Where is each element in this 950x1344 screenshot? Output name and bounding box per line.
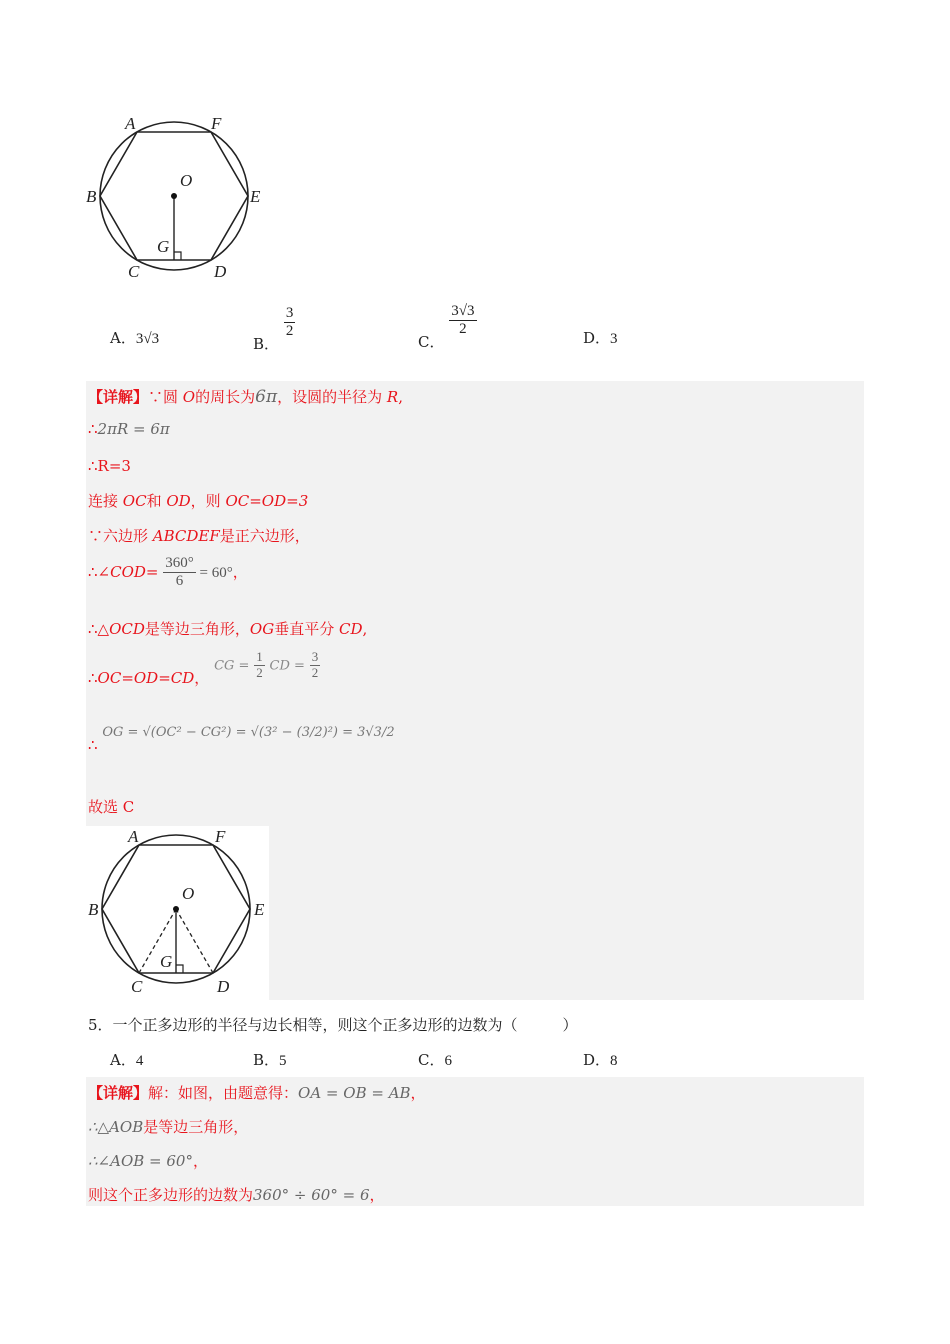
q4-choice-b[interactable]: B． $\frac{3}{2}$: [253, 305, 294, 353]
label-e: E: [250, 187, 261, 206]
q4-choice-d[interactable]: D．3: [583, 329, 618, 347]
sol4-line-6: ∴∠COD= $\frac{360^\circ}{6}$ = 60°，: [88, 555, 248, 590]
svg-text:D: D: [217, 977, 230, 996]
sol5-line-4: 则这个正多边形的边数为360° ÷ 60° = 6，: [88, 1186, 385, 1204]
q5-stem: 5．一个正多边形的半径与边长相等，则这个正多边形的边数为（ ）: [88, 1016, 578, 1034]
sol5-line-3: ∴∠AOB = 60°，: [88, 1152, 208, 1170]
svg-text:E: E: [254, 900, 265, 919]
label-f: F: [211, 114, 222, 133]
od-dashed: [176, 909, 213, 973]
sol4-line-4: 连接 OC和 OD，则 OC=OD=3: [88, 492, 309, 510]
sol4-line-1: 【详解】∵圆 O的周长为6π，设圆的半径为 R,: [88, 387, 403, 407]
sol4-line-5: ∵六边形 ABCDEF是正六边形，: [88, 527, 310, 545]
label-c: C: [128, 262, 140, 281]
q5-choice-d[interactable]: D．8: [583, 1051, 618, 1069]
q4-b-fraction: $\frac{3}{2}$: [285, 305, 294, 340]
center-point: [171, 193, 177, 199]
sol4-angle-fraction: $\frac{360^\circ}{6}$: [165, 555, 194, 590]
q4-choice-c[interactable]: C． $\frac{3√3}{2}$: [418, 303, 475, 351]
svg-text:B: B: [88, 900, 99, 919]
hexagon-solution-figure: [82, 824, 277, 1000]
q5-choice-b[interactable]: B．5: [253, 1051, 287, 1069]
sol4-line-3: ∴R=3: [88, 457, 131, 475]
svg-text:G: G: [160, 952, 173, 971]
sol4-line-9: ∴ OG = √(OC² − CG²) = √(3² − (3/2)²) = 3√3/2: [88, 725, 395, 754]
q4-c-fraction: $\frac{3√3}{2}$: [451, 303, 475, 338]
svg-text:C: C: [131, 977, 143, 996]
label-b: B: [86, 187, 97, 206]
label-a: A: [125, 114, 136, 133]
sol4-line-10: 故选 C: [88, 798, 135, 816]
q5-choice-c[interactable]: C．6: [418, 1051, 452, 1069]
sol4-line-7: ∴△OCD是等边三角形，OG垂直平分 CD,: [88, 620, 368, 638]
label-d: D: [214, 262, 227, 281]
q4-choice-a[interactable]: A．3√3: [110, 329, 160, 347]
label-o: O: [180, 171, 193, 190]
sol5-line-1: 【详解】解：如图，由题意得：OA = OB = AB，: [88, 1084, 426, 1102]
sol4-line-8: ∴OC=OD=CD， CG = $\frac{1}{2}$ CD = $\frac{3}{2}$: [88, 649, 319, 688]
right-angle-mark: [174, 252, 181, 260]
svg-text:F: F: [215, 827, 226, 846]
sol5-line-2: ∴△AOB是等边三角形，: [88, 1118, 249, 1136]
label-g: G: [157, 237, 170, 256]
svg-text:A: A: [128, 827, 139, 846]
hexagon-circle-figure: [80, 112, 280, 282]
q5-choice-a[interactable]: A．4: [110, 1051, 144, 1069]
sol4-line-2: ∴2πR = 6π: [88, 420, 170, 438]
svg-text:O: O: [182, 884, 195, 903]
